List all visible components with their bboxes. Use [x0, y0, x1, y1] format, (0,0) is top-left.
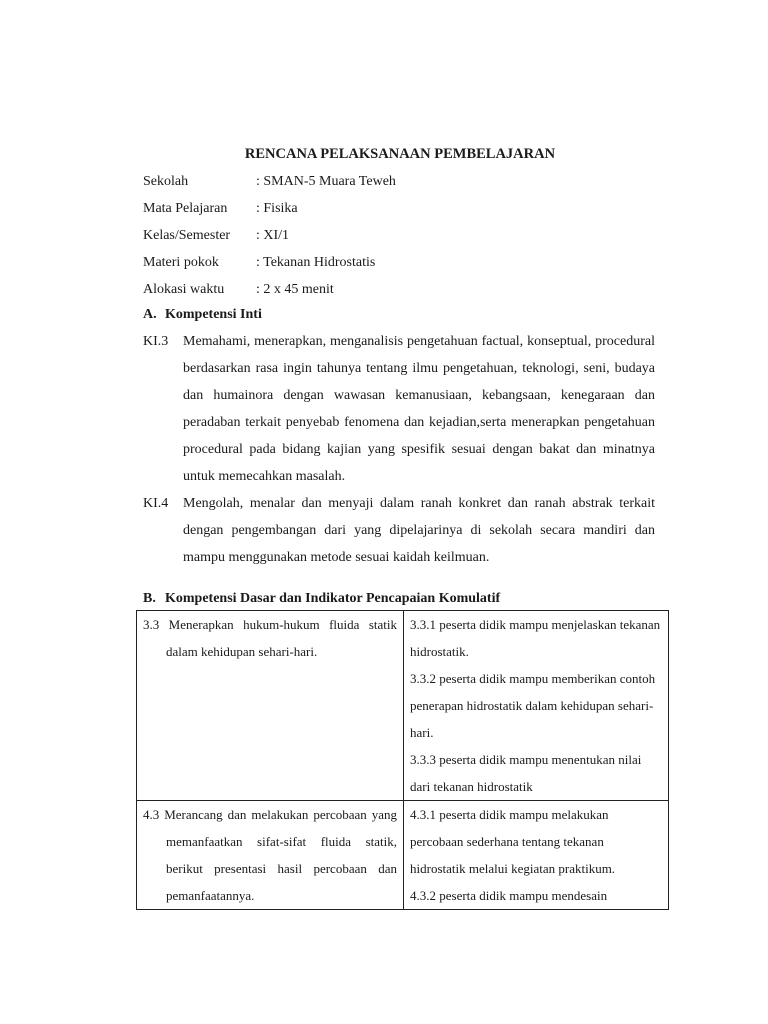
identitas-label: Materi pokok	[143, 255, 219, 270]
indikator-item: 3.3.1 peserta didik mampu menjelaskan tekanan hidrostatik.	[410, 617, 661, 659]
kd-indikator-table	[136, 610, 669, 910]
indikator-cell	[404, 611, 669, 801]
identitas-label: Alokasi waktu	[143, 282, 225, 297]
section-a-heading	[143, 307, 262, 323]
section-b-heading	[143, 591, 500, 607]
identitas-value: : 2 x 45 menit	[256, 282, 334, 297]
indikator-item: 3.3.3 peserta didik mampu menentukan nilai dari tekanan hidrostatik	[410, 752, 642, 794]
kd-text: 3.3 Menerapkan hukum-hukum fluida statik dalam kehidupan sehari-hari.	[143, 617, 397, 659]
ki-label: KI.3	[143, 334, 169, 349]
indikator-cell	[404, 801, 669, 910]
ki-item	[143, 328, 655, 490]
identitas-label: Mata Pelajaran	[143, 201, 228, 216]
kd-cell	[137, 801, 404, 910]
ki-label: KI.4	[143, 496, 169, 511]
indikator-item: 4.3.2 peserta didik mampu mendesain	[410, 888, 608, 903]
indikator-item: 4.3.1 peserta didik mampu melakukan percobaan sederhana tentang tekanan hidrostatik melalui kegiatan praktikum.	[410, 807, 616, 876]
identitas-value: : SMAN-5 Muara Teweh	[256, 174, 396, 189]
section-b-title: Kompetensi Dasar dan Indikator Pencapaian Komulatif	[165, 591, 501, 606]
kd-cell	[137, 611, 404, 801]
indikator-item: 3.3.2 peserta didik mampu memberikan contoh penerapan hidrostatik dalam kehidupan sehari-hari.	[410, 671, 656, 740]
document-title: RENCANA PELAKSANAAN PEMBELAJARAN	[244, 146, 556, 162]
identitas-label: Kelas/Semester	[143, 228, 231, 243]
section-b-number: B.	[143, 591, 156, 606]
identitas-value: : Tekanan Hidrostatis	[256, 255, 376, 270]
ki-text: Mengolah, menalar dan menyaji dalam ranah konkret dan ranah abstrak terkait dengan pengembangan dari yang dipelajarinya di sekolah secara mandiri dan mampu menggunakan metode sesuai kaidah keilmuan.	[183, 496, 655, 565]
section-a-number: A.	[143, 307, 157, 322]
section-a-title: Kompetensi Inti	[165, 307, 262, 322]
ki-text: Memahami, menerapkan, menganalisis pengetahuan factual, konseptual, procedural berdasarkan rasa ingin tahunya tentang ilmu pengetahuan, teknologi, seni, budaya dan humainora dengan wawasan kemanusiaan, kebangsaan, kenegaraan dan peradaban terkait penyebab fenomena dan kejadian,serta menerapkan pengetahuan procedural pada bidang kajian yang spesifik sesuai dengan bakat dan minatnya untuk memecahkan masalah.	[183, 334, 655, 484]
table-row	[137, 611, 669, 801]
identitas-value: : Fisika	[256, 201, 298, 216]
table-row	[137, 801, 669, 910]
kd-text: 4.3 Merancang dan melakukan percobaan yang memanfaatkan sifat-sifat fluida statik, berikut presentasi hasil percobaan dan pemanfaatannya.	[143, 807, 397, 903]
ki-item	[143, 490, 655, 571]
identitas-value: : XI/1	[256, 228, 290, 243]
identitas-label: Sekolah	[143, 174, 189, 189]
